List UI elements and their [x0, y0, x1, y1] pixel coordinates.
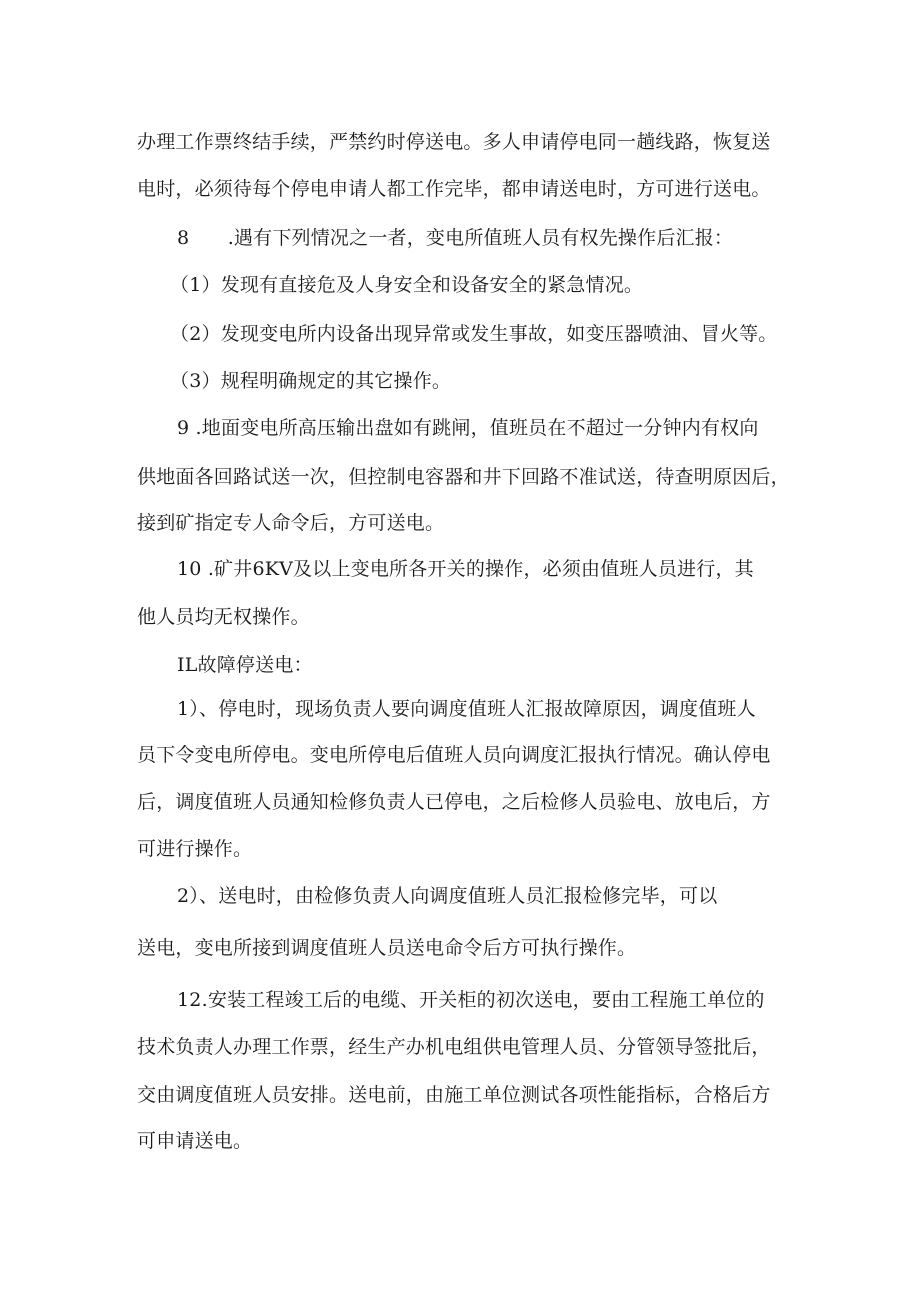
text-line: 1）、停电时，现场负责人要向调度值班人汇报故障原因，调度值班人: [177, 698, 756, 720]
text-line: （1）发现有直接危及人身安全和设备安全的紧急情况。: [170, 274, 644, 296]
text-line: 2）、送电时，由检修负责人向调度值班人员汇报检修完毕，可以: [177, 885, 718, 907]
text-line: 电时，必须待每个停电申请人都工作完毕，都申请送电时，方可进行送电。: [137, 178, 771, 200]
text-line: 他人员均无权操作。: [137, 606, 310, 628]
text-line: 送电，变电所接到调度值班人员送电命令后方可执行操作。: [137, 937, 637, 959]
text-line: 可进行操作。: [137, 838, 253, 860]
text-line: 后，调度值班人员通知检修负责人已停电，之后检修人员验电、放电后，方: [137, 791, 771, 813]
text-line: 交由调度值班人员安排。送电前，由施工单位测试各项性能指标，合格后方: [137, 1084, 771, 1106]
text-line: 可申请送电。: [137, 1130, 253, 1152]
text-line: 12.安装工程竣工后的电缆、开关柜的初次送电，要由工程施工单位的: [177, 989, 765, 1011]
text-line: 员下令变电所停电。变电所停电后值班人员向调度汇报执行情况。确认停电: [137, 744, 771, 766]
text-line: （2）发现变电所内设备出现异常或发生事故，如变压器喷油、冒火等。: [170, 323, 778, 345]
text-line: 接到矿指定专人命令后，方可送电。: [137, 512, 445, 534]
text-line: 办理工作票终结手续，严禁约时停送电。多人申请停电同一趟线路，恢复送: [137, 131, 771, 153]
text-line: （3）规程明确规定的其它操作。: [170, 370, 452, 392]
text-line: 供地面各回路试送一次，但控制电容器和井下回路不准试送，待查明原因后，: [137, 466, 790, 488]
text-line: 10 .矿井6KV及以上变电所各开关的操作，必须由值班人员进行，其: [177, 558, 754, 580]
text-line: 8 .遇有下列情况之一者，变电所值班人员有权先操作后汇报：: [177, 227, 734, 249]
text-line: 9 .地面变电所高压输出盘如有跳闸，值班员在不超过一分钟内有权向: [177, 417, 759, 439]
text-line: 技术负责人办理工作票，经生产办机电组供电管理人员、分管领导签批后，: [137, 1036, 771, 1058]
text-line: IL故障停送电：: [177, 654, 313, 676]
